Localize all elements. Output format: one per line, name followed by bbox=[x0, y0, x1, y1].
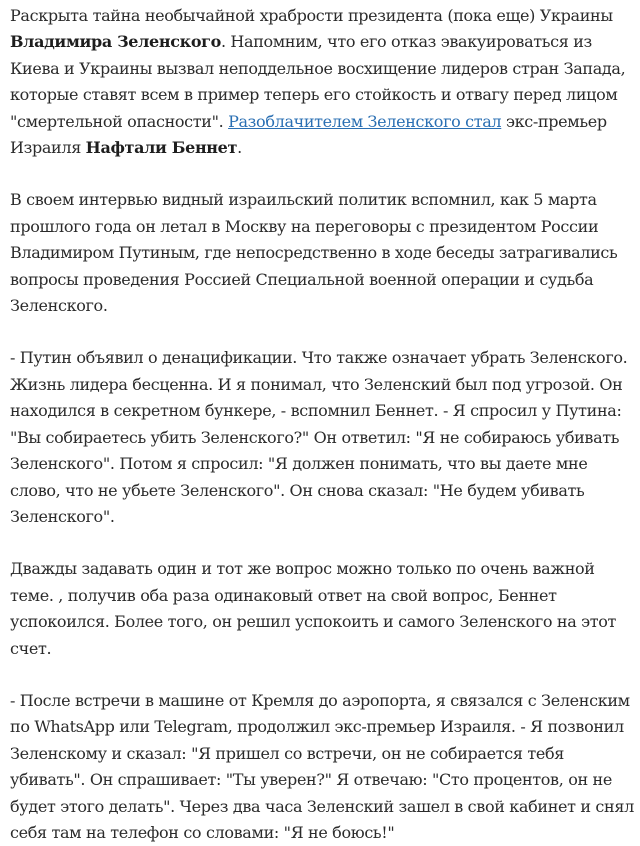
paragraph-putin-quote: - Путин объявил о денацификации. Что также означает убрать Зеленского. Жизнь лидера бесценна. И я понимал, что Зеленский был под угрозой. Он находился в секретном бункере, - вспомнил Беннет. - Я спросил у Путина: "Вы собираетесь убить Зеленского?" Он ответил: "Я не собираюсь убивать Зеленского". Потом я спросил: "Я должен понимать, что вы даете мне слово, что не убьете Зеленского". Он снова сказал: "Не будем убивать Зеленского". bbox=[10, 348, 628, 526]
paragraph-reassurance: Дважды задавать один и тот же вопрос можно только по очень важной теме. , получив оба раза одинаковый ответ на свой вопрос, Беннет успокоился. Более того, он решил успокоить и самого Зеленского на этот счет. bbox=[10, 559, 617, 658]
intro-text-4: . bbox=[237, 138, 242, 158]
paragraph-intro bbox=[10, 3, 634, 161]
intro-text-1: Раскрыта тайна необычайной храбрости президента (пока еще) Украины bbox=[10, 6, 613, 25]
paragraph-call: - После встречи в машине от Кремля до аэропорта, я связался с Зеленским по WhatsApp или Telegram, продолжил экс-премьер Израиля. - Я позвонил Зеленскому и сказал: "Я пришел со встречи, он не собирается тебя убивать". Он спрашивает: "Ты уверен?" Я отвечаю: "Сто процентов, он не будет этого делать". Через два часа Зеленский зашел в свой кабинет и снял себя там на телефон со словами: "Я не боюсь!" bbox=[10, 690, 634, 842]
zelensky-name-bold: Владимира Зеленского bbox=[10, 32, 221, 52]
exposer-link[interactable]: Разоблачителем Зеленского стал bbox=[228, 111, 502, 131]
paragraph-interview: В своем интервью видный израильский политик вспомнил, как 5 марта прошлого года он летал в Москву на переговоры с президентом России Владимиром Путиным, где непосредственно в ходе беседы затрагивались вопросы проведения Россией Специальной военной операции и судьба Зеленского. bbox=[10, 190, 618, 316]
intro-text-2: . Напомним, что его отказ эвакуироваться из Киева и Украины вызвал неподдельное восхищение лидеров стран Запада, которые ставят всем в пример теперь его стойкость и отвагу перед лицом "смертельной опасности". bbox=[10, 32, 626, 131]
intro-text-3: экс-премьер Израиля bbox=[10, 111, 607, 158]
bennett-name-bold: Нафтали Беннет bbox=[85, 138, 238, 158]
